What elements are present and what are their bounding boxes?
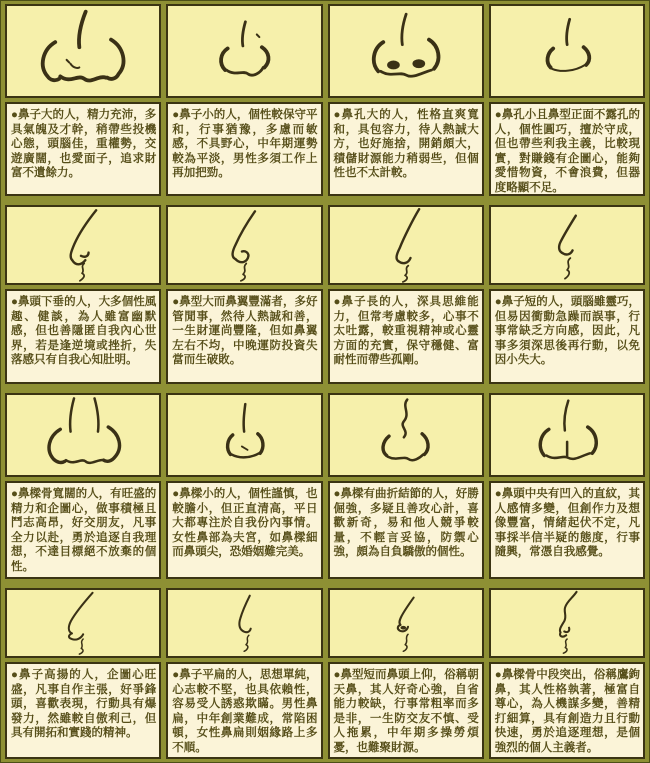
nose-illustration-box <box>489 588 645 658</box>
nose-cell-10 <box>166 393 322 579</box>
nose-description: ●鼻頭下垂的人，大多個性風趣、健談，為人雖富幽默感，但也善隱匿自我內心世界，若是逢逆境或挫折，失落感只有自我心知肚明。 <box>5 289 161 384</box>
small-nose-front-illustration <box>168 6 320 96</box>
flat-nose-profile-illustration <box>168 590 320 656</box>
nose-illustration-box <box>166 205 322 285</box>
nose-cell-2 <box>166 4 322 196</box>
nose-cell-15 <box>328 588 484 759</box>
drooping-tip-nose-profile-illustration <box>7 207 159 283</box>
nose-cell-16 <box>489 588 645 759</box>
nose-description: ●鼻樑骨中段突出，俗稱鷹鉤鼻，其人性格執著，極富自尊心，為人機謀多變，善精打細算，具有創造力且行動快速，勇於追逐理想，是個強烈的個人主義者。 <box>489 662 645 759</box>
nose-illustration-box <box>328 205 484 285</box>
knotted-bridge-nose-front-illustration <box>330 395 482 475</box>
nose-illustration-box <box>328 4 484 98</box>
nose-illustration-box <box>489 4 645 98</box>
nose-description: ●鼻型大而鼻翼豐滿者，多好管閒事，然待人熱誠和善，一生財運尚豐隆，但如鼻翼左右不均，中晚運防投資失當而生破敗。 <box>166 289 322 384</box>
nose-cell-13 <box>5 588 161 759</box>
nose-description: ●鼻樑骨寬闊的人，有旺盛的精力和企圖心，做事積極且鬥志高昂，好交朋友，凡事全力以赴，勇於追逐自我理想，不達目標絕不放棄的個性。 <box>5 481 161 579</box>
nose-cell-1 <box>5 4 161 196</box>
nose-cell-4 <box>489 4 645 196</box>
nose-illustration-box <box>166 4 322 98</box>
nose-cell-14 <box>166 588 322 759</box>
nose-illustration-box <box>328 588 484 658</box>
nose-description: ●鼻子短的人，頭腦雖靈巧，但易因衝動急躁而誤事，行事常缺乏方向感，因此，凡事多須深思後再行動，以免因小失大。 <box>489 289 645 384</box>
nose-illustration-box <box>489 393 645 477</box>
nose-description: ●鼻子大的人，精力充沛，多具氣魄及才幹，稍帶些投機心態，頭腦佳，重權勢，交遊廣闊，也愛面子，追求財富不遺餘力。 <box>5 102 161 196</box>
nose-illustration-box <box>5 393 161 477</box>
nose-description: ●鼻孔大的人，性格直爽寬和，具包容力，待人熱誠大方，也好施捨，開銷頗大，積儲財源能力稍弱些，但個性也不太計較。 <box>328 102 484 196</box>
nose-description: ●鼻子平扁的人，思想單純，心志較不堅，也具依賴性，容易受人誘惑欺瞞。男性鼻扁，中年創業難成，常陷困頓，女性鼻扁則姻緣路上多不順。 <box>166 662 322 759</box>
nose-description: ●鼻樑有曲折結節的人，好勝倔強，多疑且善攻心計，喜歡新奇，易和他人競爭較量，不輕言妥協，防禦心強，頗為自負驕傲的個性。 <box>328 481 484 579</box>
nose-cell-6 <box>166 205 322 384</box>
wide-bridge-nose-front-illustration <box>7 395 159 475</box>
nose-description: ●鼻型短而鼻頭上仰，俗稱朝天鼻，其人好奇心強，自省能力較缺，行事常粗率而多是非，一生防交友不慎、受人拖累，中年期多操勞煩憂，也難聚財源。 <box>328 662 484 759</box>
large-nostrils-front-illustration <box>330 6 482 96</box>
hooked-nose-profile-illustration <box>491 590 643 656</box>
nose-cell-9 <box>5 393 161 579</box>
nose-description: ●鼻頭中央有凹入的直紋，其人感情多變，但創作力及想像豐富，情緒起伏不定，凡事採半信半疑的態度，行事隨興，常憑自我感覺。 <box>489 481 645 579</box>
nose-cell-5 <box>5 205 161 384</box>
nose-cell-8 <box>489 205 645 384</box>
nose-description: ●鼻子小的人，個性較保守平和，行事猶豫，多慮而敏感，不具野心，中年期運勢較為平淡，男性多須工作上再加把勁。 <box>166 102 322 196</box>
nose-illustration-box <box>5 588 161 658</box>
nose-illustration-box <box>5 4 161 98</box>
short-nose-profile-illustration <box>491 207 643 283</box>
nose-cell-7 <box>328 205 484 384</box>
nose-illustration-box <box>489 205 645 285</box>
nose-illustration-box <box>166 588 322 658</box>
nose-illustration-box <box>5 205 161 285</box>
nose-description: ●鼻子高揚的人，企圖心旺盛，凡事自作主張，好爭鋒頭，喜歡表現，行動具有爆發力，然雖較自傲利己，但具有開拓和實踐的精神。 <box>5 662 161 759</box>
large-nose-front-illustration <box>7 6 159 96</box>
nose-cell-3 <box>328 4 484 196</box>
small-hidden-nostrils-front-illustration <box>491 6 643 96</box>
full-winged-nose-profile-illustration <box>168 207 320 283</box>
nose-description: ●鼻子長的人，深具思維能力，但常考慮較多，心事不太吐露，較重視精神或心靈方面的充實，保守穩健、富耐性而帶些孤剛。 <box>328 289 484 384</box>
small-narrow-bridge-front-illustration <box>168 395 320 475</box>
nose-description: ●鼻孔小且鼻型正面不露孔的人，個性圓巧，擅於守成，但也帶些利我主義，比較現實，對賺錢有企圖心，能夠愛惜物資，不會浪費，但器度略顯不足。 <box>489 102 645 196</box>
high-prominent-nose-profile-illustration <box>7 590 159 656</box>
upturned-nose-profile-illustration <box>330 590 482 656</box>
creased-tip-nose-front-illustration <box>491 395 643 475</box>
nose-illustration-box <box>328 393 484 477</box>
long-nose-profile-illustration <box>330 207 482 283</box>
nose-cell-12 <box>489 393 645 579</box>
nose-illustration-box <box>166 393 322 477</box>
nose-description: ●鼻樑小的人，個性謹慎，也較膽小，但正直清高，平日大都專注於自我份內事情。女性鼻部為夫宮，如鼻樑細而鼻頭尖，恐婚姻難完美。 <box>166 481 322 579</box>
nose-cell-11 <box>328 393 484 579</box>
